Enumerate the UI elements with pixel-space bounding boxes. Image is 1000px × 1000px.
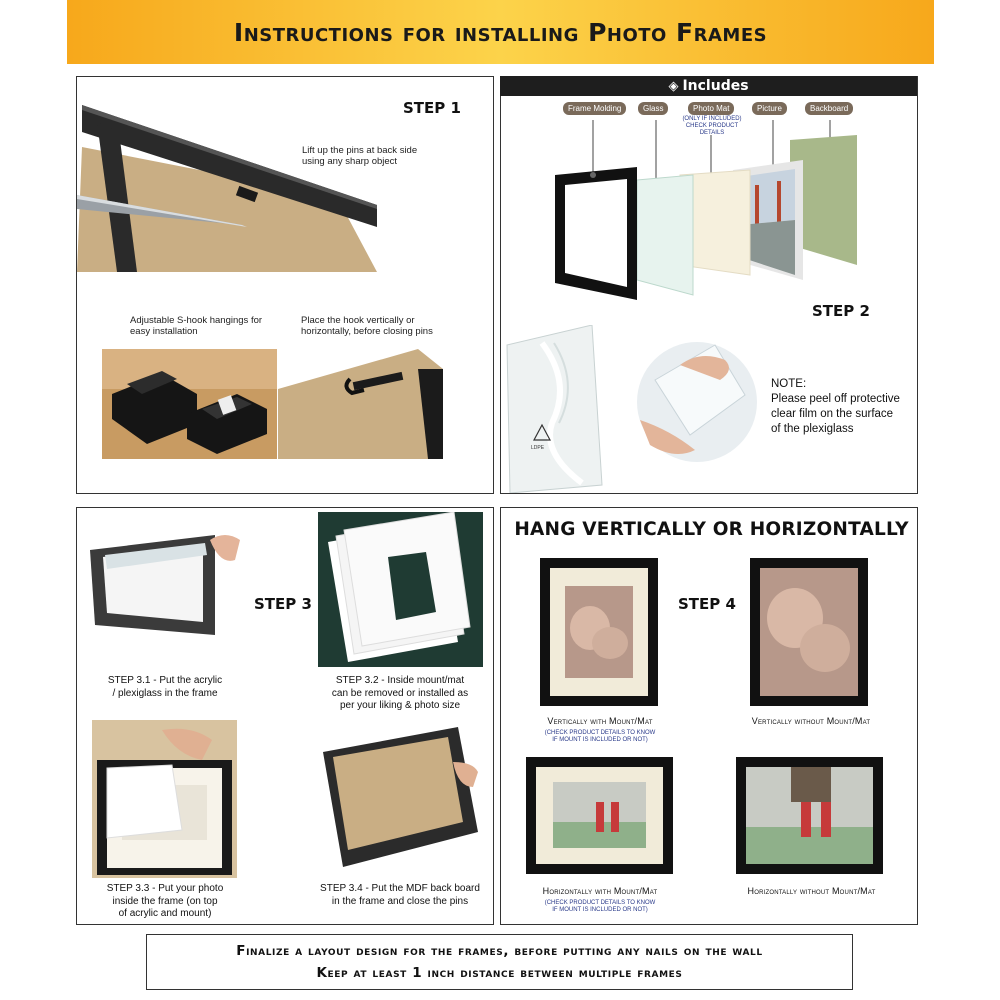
caption-vertical-with-mat: Vertically with Mount/Mat bbox=[547, 716, 653, 726]
frame-layers-diagram bbox=[545, 115, 865, 315]
includes-bar bbox=[500, 76, 917, 96]
tag-frame-molding: Frame Molding bbox=[563, 102, 626, 115]
photo-in-frame-photo bbox=[92, 720, 237, 878]
step4-label: STEP 4 bbox=[678, 595, 736, 613]
layers-icon: ◈ bbox=[668, 78, 679, 93]
header-banner bbox=[67, 0, 934, 64]
mdf-backboard-photo bbox=[318, 722, 483, 872]
photo-mat-note: (ONLY IF INCLUDED) CHECK PRODUCT DETAILS bbox=[682, 116, 742, 136]
page-title: Instructions for installing Photo Frames bbox=[233, 17, 768, 47]
acrylic-in-frame-photo bbox=[85, 525, 245, 640]
caption-horizontal-with-mat: Horizontally with Mount/Mat bbox=[542, 886, 658, 896]
step3-2-caption: STEP 3.2 - Inside mount/mat can be removed or installed as per your liking & photo size bbox=[331, 675, 469, 711]
step3-3-caption: STEP 3.3 - Put your photo inside the frame (on top of acrylic and mount) bbox=[106, 883, 224, 919]
place-hook-caption: Place the hook vertically or horizontally, before closing pins bbox=[301, 315, 433, 337]
step3-1-caption: STEP 3.1 - Put the acrylic / plexiglass in the frame bbox=[107, 675, 223, 699]
peel-film-photo bbox=[635, 340, 760, 465]
step3-label: STEP 3 bbox=[254, 595, 312, 613]
footer-line-layout: Finalize a layout design for the frames, before putting any nails on the wall bbox=[236, 943, 763, 959]
caption-vertical-without-mat: Vertically without Mount/Mat bbox=[751, 716, 871, 726]
shook-photo bbox=[102, 349, 277, 459]
vertical-frame-without-mat bbox=[750, 558, 868, 706]
footer-notes bbox=[146, 934, 853, 990]
tag-glass: Glass bbox=[638, 102, 668, 115]
mount-mat-photo bbox=[318, 512, 483, 667]
footer-line-distance: Keep at least 1 inch distance between multiple frames bbox=[316, 965, 683, 981]
check-note-vertical: (CHECK PRODUCT DETAILS TO KNOW IF MOUNT IS INCLUDED OR NOT) bbox=[544, 730, 656, 743]
hook-frame-photo bbox=[278, 349, 443, 459]
peel-note: NOTE: Please peel off protective clear film on the surface of the plexiglass bbox=[771, 378, 900, 435]
pins-instruction: Lift up the pins at back side using any sharp object bbox=[302, 145, 418, 167]
acrylic-sheet-photo bbox=[502, 325, 614, 493]
pins-photo bbox=[77, 77, 377, 272]
includes-label: Includes bbox=[682, 78, 749, 94]
horizontal-frame-with-mat bbox=[526, 757, 673, 874]
step3-4-caption: STEP 3.4 - Put the MDF back board in the frame and close the pins bbox=[320, 883, 480, 907]
step1-panel bbox=[76, 76, 494, 494]
tag-backboard: Backboard bbox=[805, 102, 853, 115]
step2-label: STEP 2 bbox=[812, 302, 870, 320]
caption-horizontal-without-mat: Horizontally without Mount/Mat bbox=[747, 886, 876, 896]
recycle-ldpe-label: LDPE bbox=[531, 445, 545, 451]
step1-label: STEP 1 bbox=[403, 99, 461, 117]
tag-photo-mat: Photo Mat bbox=[688, 102, 734, 115]
tag-picture: Picture bbox=[752, 102, 787, 115]
hang-title: HANG VERTICALLY OR HORIZONTALLY bbox=[514, 519, 909, 540]
horizontal-frame-without-mat bbox=[736, 757, 883, 874]
check-note-horizontal: (CHECK PRODUCT DETAILS TO KNOW IF MOUNT IS INCLUDED OR NOT) bbox=[544, 900, 656, 913]
shook-caption: Adjustable S-hook hangings for easy installation bbox=[130, 315, 263, 337]
vertical-frame-with-mat bbox=[540, 558, 658, 706]
